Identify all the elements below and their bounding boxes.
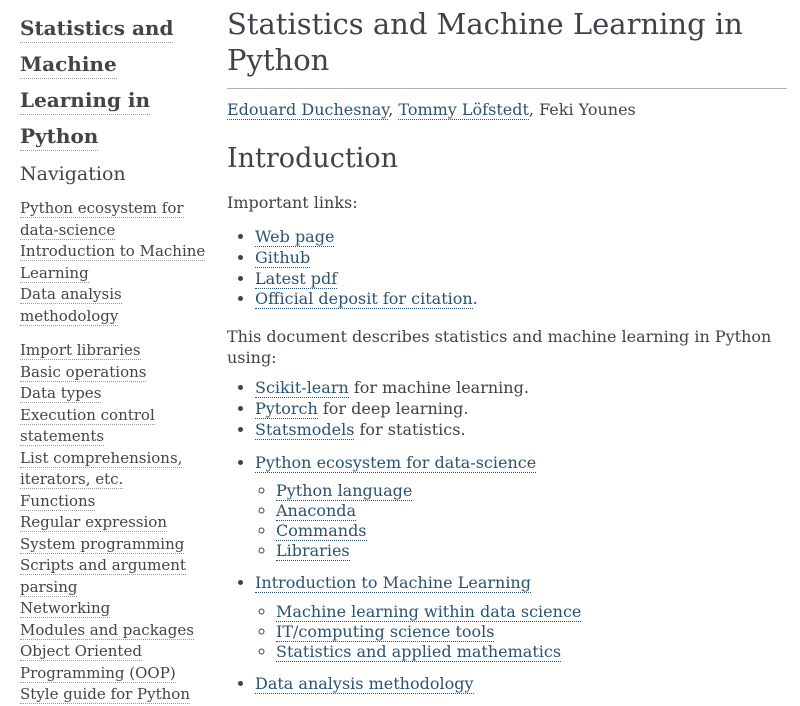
subtopic-item	[276, 622, 787, 642]
topic-rest: for statistics.	[354, 419, 466, 439]
main-content	[227, 0, 787, 695]
topics-list	[227, 378, 787, 695]
sidebar-title	[20, 10, 220, 154]
sidebar-item	[20, 362, 220, 384]
sidebar-item	[20, 684, 220, 706]
sidebar-item-link[interactable]: Scripts and argument parsing	[20, 556, 186, 596]
sidebar-item	[20, 241, 220, 284]
sidebar-nav	[20, 198, 220, 706]
sidebar-item-link[interactable]: Style guide for Python	[20, 685, 190, 703]
description: This document describes statistics and machine learning in Python using:	[227, 327, 772, 368]
subtopic-link[interactable]: Anaconda	[276, 501, 357, 521]
important-link-item	[255, 269, 787, 290]
sidebar-item	[20, 555, 220, 598]
topic-item	[255, 573, 787, 662]
topic-link[interactable]: Introduction to Machine Learning	[255, 573, 531, 593]
sidebar-item-link[interactable]: List comprehensions, iterators, etc.	[20, 448, 183, 488]
sidebar-item	[20, 534, 220, 556]
sidebar-title-line: Machine	[20, 52, 117, 79]
sidebar-item	[20, 383, 220, 405]
topic-link[interactable]: Statsmodels	[255, 419, 355, 439]
subtopic-link[interactable]: Statistics and applied mathematics	[276, 642, 562, 662]
sidebar-item-link[interactable]: Object Oriented Programming (OOP)	[20, 642, 176, 682]
important-links-label: Important links:	[227, 193, 358, 212]
subtopic-link[interactable]: Libraries	[276, 541, 350, 561]
sidebar-item	[20, 405, 220, 448]
subtopic-item	[276, 642, 787, 662]
sidebar-item	[20, 620, 220, 642]
topic-item	[255, 420, 787, 441]
important-link[interactable]: Web page	[255, 227, 335, 246]
sidebar-item	[20, 198, 220, 241]
topic-item	[255, 674, 787, 695]
sidebar-item	[20, 598, 220, 620]
topic-link[interactable]: Scikit-learn	[255, 378, 349, 398]
sidebar-item	[20, 448, 220, 491]
authors-line	[227, 99, 787, 120]
sidebar-title-link[interactable]	[20, 16, 173, 151]
sidebar-item-link[interactable]: Python ecosystem for data-science	[20, 199, 184, 239]
important-link-rest: .	[472, 289, 478, 309]
sidebar-item-link[interactable]: Import libraries	[20, 341, 141, 359]
sidebar-item-link[interactable]: Introduction to Machine Learning	[20, 242, 206, 282]
sidebar-item-link[interactable]: Basic operations	[20, 362, 147, 381]
sidebar-nav-group	[20, 198, 220, 327]
important-link-item	[255, 248, 787, 269]
topic-item	[255, 399, 787, 420]
topic-rest: for machine learning.	[348, 378, 529, 398]
sidebar-item-link[interactable]: Regular expression	[20, 513, 167, 531]
topic-item	[255, 378, 787, 399]
author-separator: ,	[388, 100, 399, 119]
sidebar-item-link[interactable]: Modules and packages	[20, 620, 194, 639]
subtopic-item	[276, 481, 787, 501]
subtopic-list	[255, 602, 787, 662]
sidebar-item-link[interactable]: System programming	[20, 534, 185, 553]
sidebar-title-line: Statistics and	[20, 16, 173, 43]
topic-rest: for deep learning.	[317, 398, 469, 418]
subtopic-item	[276, 521, 787, 541]
navigation-heading: Navigation	[20, 163, 126, 185]
author-link[interactable]: Tommy Löfstedt	[398, 100, 529, 119]
subtopic-item	[276, 541, 787, 561]
important-link[interactable]: Github	[255, 247, 311, 267]
important-link[interactable]: Latest pdf	[255, 268, 338, 288]
topic-link[interactable]: Python ecosystem for data-science	[255, 452, 537, 472]
author-link[interactable]: Edouard Duchesnay	[227, 100, 389, 119]
subtopic-item	[276, 602, 787, 622]
important-link-item	[255, 289, 787, 310]
sidebar-item	[20, 512, 220, 534]
sidebar-item-link[interactable]: Data types	[20, 384, 102, 402]
topic-link[interactable]: Data analysis methodology	[255, 674, 474, 694]
sidebar-nav-group	[20, 340, 220, 706]
sidebar-item	[20, 284, 220, 327]
sidebar-item-link[interactable]: Functions	[20, 491, 96, 510]
sidebar-item	[20, 340, 220, 362]
important-link[interactable]: Official deposit for citation	[255, 289, 473, 309]
sidebar-title-line: Python	[20, 124, 98, 151]
subtopic-list	[255, 481, 787, 561]
important-link-item	[255, 227, 787, 248]
sidebar-item-link[interactable]: Execution control statements	[20, 405, 155, 445]
sidebar-item	[20, 641, 220, 684]
subtopic-link[interactable]: IT/computing science tools	[276, 622, 495, 642]
subtopic-link[interactable]: Commands	[276, 521, 367, 541]
sidebar	[20, 0, 220, 706]
sidebar-item-link[interactable]: Networking	[20, 599, 111, 617]
sidebar-item	[20, 491, 220, 513]
sidebar-item-link[interactable]: Data analysis methodology	[20, 285, 122, 325]
page-title: Statistics and Machine Learning in Python	[227, 6, 787, 89]
topic-item	[255, 453, 787, 562]
important-links-list	[227, 227, 787, 310]
subtopic-link[interactable]: Machine learning within data science	[276, 602, 582, 622]
subtopic-item	[276, 501, 787, 521]
topic-link[interactable]: Pytorch	[255, 398, 318, 418]
author-name: Feki Younes	[539, 100, 636, 119]
subtopic-link[interactable]: Python language	[276, 481, 413, 501]
author-separator: ,	[528, 100, 540, 119]
sidebar-title-line: Learning in	[20, 88, 150, 115]
section-heading-introduction: Introduction	[227, 143, 398, 174]
